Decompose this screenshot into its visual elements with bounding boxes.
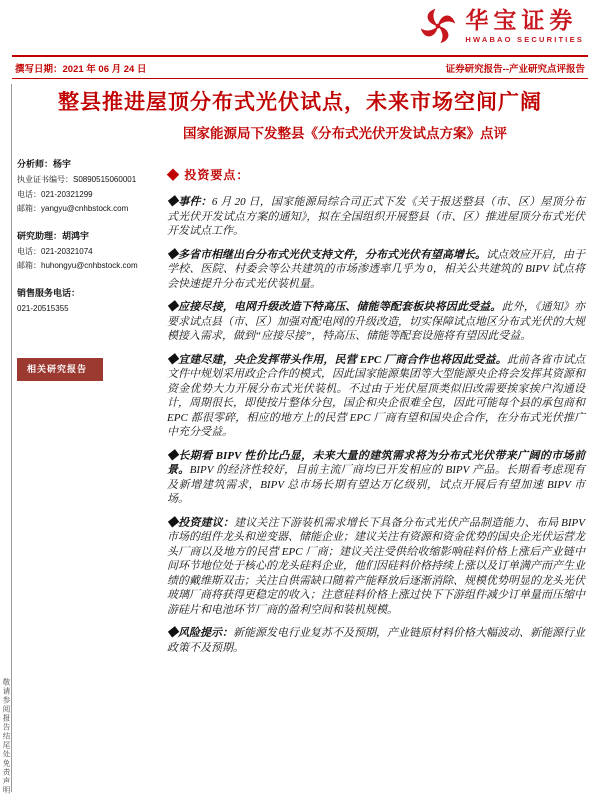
analyst-sidebar bbox=[17, 158, 159, 381]
point-lead: ◆投资建议： bbox=[167, 516, 235, 529]
header-divider-thin bbox=[12, 78, 588, 79]
assistant-phone: 电话：021-20321074 bbox=[17, 246, 93, 256]
point-lead: ◆宜建尽建，央企发挥带头作用，民营 EPC 厂商合作也将因此受益。 bbox=[167, 353, 507, 366]
report-body bbox=[167, 166, 585, 664]
report-type: 证券研究报告--产业研究点评报告 bbox=[445, 64, 585, 75]
point-lead: ◆事件： bbox=[167, 196, 212, 208]
analyst-phone: 电话：021-20321299 bbox=[17, 189, 93, 199]
point-lead: ◆应接尽接，电网升级改造下特高压、储能等配套板块将因此受益。 bbox=[167, 301, 502, 314]
point-lead: ◆长期看 BIPV 性价比凸显，未来大量的建筑需求将为分布式光伏带来广阔的市场前景。 bbox=[167, 449, 585, 477]
side-disclaimer: 敬请参阅报告结尾处免责声明 bbox=[2, 678, 11, 795]
point-body: 建议关注下游装机需求增长下具备分布式光伏产品制造能力、布局 BIPV 市场的组件龙头和逆变器、储能企业；建议关注有资源和资金优势的国央企光伏运营龙头厂商以及地方的民营 EPC 厂商；建议关注受供给收缩影响硅料价格上涨后产业链中间环节地位处于核心的龙头硅料企业，他们因硅料价格持续上涨以及订单满产而产生业绩的戴维斯双击；关注自供需缺口随着产能释放后逐渐消除、规模优势明显的龙头光伏玻璃厂商将获得更稳定的收入；注意硅料价格上涨过快下下游组件减少订单量而压缩中游硅片和电池环节厂商的盈利空间和装机规模。 bbox=[167, 516, 585, 616]
assistant-name: 研究助理：胡鸿宇 bbox=[17, 230, 90, 241]
point-paragraph-risk bbox=[167, 626, 585, 655]
section-title-investment-points: ◆ 投资要点： bbox=[167, 168, 250, 182]
point-body: BIPV 的经济性较好，目前主流厂商均已开发相应的 BIPV 产品。长期看考虑现有及新增建筑需求，BIPV 总市场长期有望达万亿级别，试点开展后有望加速 BIPV 市场。 bbox=[167, 464, 585, 506]
logo bbox=[418, 6, 584, 46]
point-paragraph-grid bbox=[167, 300, 585, 344]
report-title: 整县推进屋顶分布式光伏试点，未来市场空间广阔 bbox=[58, 91, 542, 114]
header-divider-thick bbox=[12, 55, 588, 57]
sales-phone-number: 021-20515355 bbox=[17, 304, 69, 314]
point-body: 此外，《通知》亦要求试点县（市、区）加强对配电网的升级改造，切实保障试点地区分布式光伏的大规模接入需求，做到“应接尽接”，特高压、储能等配套设施将有望因此受益。 bbox=[167, 301, 586, 343]
analyst-email: 邮箱：yangyu@cnhbstock.com bbox=[17, 204, 129, 214]
logo-text bbox=[465, 8, 584, 43]
point-paragraph-epc bbox=[167, 353, 585, 440]
point-paragraph-provinces bbox=[167, 248, 585, 292]
point-paragraph-bipv bbox=[167, 449, 585, 507]
point-paragraph-advice bbox=[167, 516, 585, 618]
write-date: 撰写日期：2021 年 06 月 24 日 bbox=[15, 64, 147, 75]
point-body: 6 月 20 日，国家能源局综合司正式下发《关于报送整县（市、区）屋顶分布式光伏开发试点方案的通知》，拟在全国组织开展整县（市、区）推进屋顶分布式光伏开发试点工作。 bbox=[167, 196, 586, 238]
point-lead: ◆多省市相继出台分布式光伏支持文件，分布式光伏有望高增长。 bbox=[167, 248, 486, 261]
hwabao-logo-icon bbox=[418, 6, 458, 46]
assistant-email: 邮箱：huhongyu@cnhbstock.com bbox=[17, 261, 138, 271]
sidebar-spacer bbox=[17, 275, 159, 287]
logo-cn-name: 华宝证券 bbox=[465, 7, 578, 34]
meta-row bbox=[15, 61, 585, 75]
logo-en-name: HWABAO SECURITIES bbox=[465, 34, 584, 44]
point-body: 此前各省市试点文件中规划采用政企合作的模式，因此国家能源集团等大型能源央企将会发挥其资源和资金优势大力开展分布式光伏装机。不过由于光伏屋顶类似旧改需要挨家挨户沟通设计，周期很长，即使按片整体分包，国企和央企很难全包，因此可能每个县的承包商和 EPC 都很零碎，相应的地方上的民营 EPC 厂商有望和国央企合作，在分布式光伏推广中充分受益。 bbox=[167, 353, 585, 439]
analyst-cert-no: 执业证书编号：S0890515060001 bbox=[17, 175, 137, 185]
report-subtitle: 国家能源局下发整县《分布式光伏开发试点方案》点评 bbox=[183, 126, 507, 141]
point-lead: ◆风险提示： bbox=[167, 627, 233, 640]
related-reports-label: 相关研究报告 bbox=[17, 358, 103, 381]
point-body: 新能源发电行业复苏不及预期，产业链原材料价格大幅波动、新能源行业政策不及预期。 bbox=[167, 627, 585, 654]
analyst-name: 分析师：杨宇 bbox=[17, 159, 72, 169]
point-body: 试点效应开启，由于学校、医院、村委会等公共建筑的市场渗透率几乎为 0，相关公共建筑的 BIPV 试点将会快速提升分布式光伏装机量。 bbox=[167, 248, 585, 290]
point-paragraph-event bbox=[167, 195, 585, 239]
sales-phone-label: 销售服务电话： bbox=[17, 288, 81, 299]
sidebar-spacer bbox=[17, 218, 159, 230]
